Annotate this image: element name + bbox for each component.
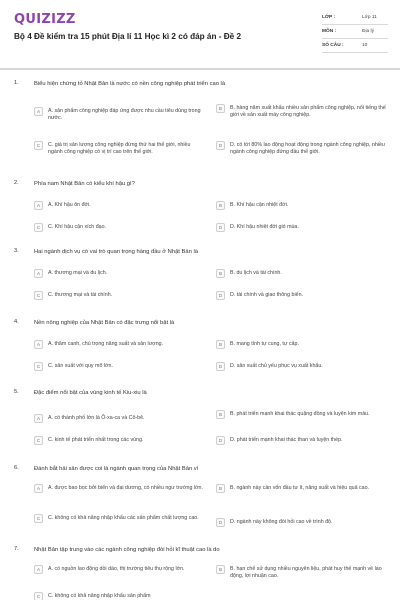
option-c[interactable] <box>34 291 204 300</box>
header <box>0 0 400 66</box>
question-number: 3. <box>14 248 19 254</box>
option-badge: D <box>216 291 225 300</box>
question-7 <box>0 546 400 600</box>
option-badge: C <box>34 436 43 445</box>
meta-label: LỚP : <box>322 15 336 20</box>
meta-value: Địa lý <box>362 29 374 34</box>
document-title: Bộ 4 Đề kiểm tra 15 phút Địa lí 11 Học kì 2 có đáp án - Đề 2 <box>14 32 242 41</box>
meta-row-subject <box>322 25 388 39</box>
option-b[interactable] <box>216 340 386 349</box>
option-text: D. tài chính và giao thông biển. <box>230 292 304 298</box>
option-a[interactable] <box>34 565 204 574</box>
option-b[interactable] <box>216 484 386 493</box>
option-text: C. kinh tế phát triển nhất trong các vùng. <box>48 437 144 443</box>
option-a[interactable] <box>34 484 204 493</box>
option-b[interactable] <box>216 269 386 278</box>
quizizz-logo: QUIZIZZ <box>14 12 76 27</box>
option-text: C. không có khả năng nhập khẩu sản phẩm <box>48 593 151 599</box>
option-text: C. không có khả năng nhập khẩu các sản phẩm chất lượng cao. <box>48 515 199 521</box>
option-a[interactable] <box>34 107 204 123</box>
option-d[interactable] <box>216 141 386 157</box>
option-text: B. Khí hậu cận nhiệt đới. <box>230 202 289 208</box>
option-d[interactable] <box>216 362 386 371</box>
option-text: D. ngành này không đòi hỏi cao về trình độ. <box>230 519 333 525</box>
option-a[interactable] <box>34 340 204 349</box>
question-text: Đánh bắt hải sản được coi là ngành quan trọng của Nhật Bản vì <box>34 466 199 472</box>
option-c[interactable] <box>34 436 204 445</box>
option-badge: C <box>34 223 43 232</box>
option-badge: B <box>216 565 225 574</box>
option-text: B. ngành này cần vốn đầu tư ít, năng suất và hiệu quả cao. <box>230 485 370 491</box>
option-c[interactable] <box>34 223 204 232</box>
meta-label: SỐ CÂU : <box>322 43 344 48</box>
question-text: Nền nông nghiệp của Nhật Bản có đặc trưng nổi bật là <box>34 320 175 326</box>
question-text: Hai ngành dịch vụ có vai trò quan trọng hàng đầu ở Nhật Bản là <box>34 249 198 255</box>
meta-row-count <box>322 39 388 53</box>
option-text: B. phát triển mạnh khai thác quặng đồng và luyện kim màu. <box>230 411 370 417</box>
option-badge: C <box>34 362 43 371</box>
option-text: D. có tới 80% lao động hoạt động trong ngành công nghiệp, nhiều ngành công nghiệp đứng đầu thế giới. <box>230 142 385 156</box>
option-badge: B <box>216 410 225 419</box>
option-badge: D <box>216 362 225 371</box>
question-number: 1. <box>14 80 19 86</box>
option-badge: B <box>216 269 225 278</box>
question-text: Nhật Bản tập trung vào các ngành công nghiệp đòi hỏi kĩ thuật cao là do <box>34 547 220 553</box>
option-c[interactable] <box>34 362 204 371</box>
option-badge: C <box>34 592 43 600</box>
option-d[interactable] <box>216 223 386 232</box>
question-1 <box>0 80 400 180</box>
option-badge: D <box>216 223 225 232</box>
option-badge: C <box>34 291 43 300</box>
option-text: D. Khí hậu nhiệt đới gió mùa. <box>230 224 299 230</box>
option-badge: A <box>34 484 43 493</box>
question-number: 4. <box>14 319 19 325</box>
option-badge: B <box>216 340 225 349</box>
option-text: A. thương mại và du lịch. <box>48 270 108 276</box>
option-badge: A <box>34 414 43 423</box>
option-c[interactable] <box>34 592 204 600</box>
option-text: A. thâm canh, chú trọng năng suất và sản lượng. <box>48 341 164 347</box>
question-number: 5. <box>14 389 19 395</box>
question-3 <box>0 248 400 308</box>
option-text: A. sản phẩm công nghiệp đáp ứng được nhu cầu tiêu dùng trong nước. <box>48 108 201 122</box>
option-badge: D <box>216 518 225 527</box>
question-5 <box>0 389 400 459</box>
question-6 <box>0 465 400 545</box>
option-badge: A <box>34 340 43 349</box>
option-badge: D <box>216 141 225 150</box>
meta-value: 10 <box>362 43 368 48</box>
option-a[interactable] <box>34 201 204 210</box>
option-badge: C <box>34 514 43 523</box>
meta-info <box>322 11 388 53</box>
option-text: C. Khí hậu cận xích đạo. <box>48 224 107 230</box>
header-divider <box>0 68 400 70</box>
option-d[interactable] <box>216 436 386 445</box>
option-text: A. Khí hậu ôn đới. <box>48 202 91 208</box>
question-text: Phía nam Nhật Bản có kiểu khí hậu gì? <box>34 181 135 187</box>
meta-row-class <box>322 11 388 25</box>
option-b[interactable] <box>216 565 386 581</box>
option-a[interactable] <box>34 414 204 423</box>
option-text: B. hàng năm xuất khẩu nhiều sản phẩm công nghiệp, nổi tiếng thế giới về sản xuất máy công nghiệp. <box>230 105 386 119</box>
option-badge: C <box>34 141 43 150</box>
option-c[interactable] <box>34 514 204 523</box>
option-c[interactable] <box>34 141 204 157</box>
option-text: C. thương mại và tài chính. <box>48 292 113 298</box>
option-b[interactable] <box>216 201 386 210</box>
meta-label: MÔN : <box>322 29 337 34</box>
option-text: A. được bao bọc bởi biển và đại dương, có nhiều ngư trường lớn. <box>48 485 203 491</box>
question-4 <box>0 319 400 379</box>
option-text: D. phát triển mạnh khai thác than và luyện thép. <box>230 437 343 443</box>
option-text: D. sản xuất chủ yếu phục vụ xuất khẩu. <box>230 363 323 369</box>
option-b[interactable] <box>216 104 386 120</box>
question-text: Đặc điểm nổi bật của vùng kinh tế Kiu-xiu là <box>34 390 147 396</box>
option-text: B. du lịch và tài chính. <box>230 270 282 276</box>
question-2 <box>0 180 400 240</box>
option-badge: A <box>34 565 43 574</box>
option-b[interactable] <box>216 410 386 419</box>
option-badge: B <box>216 201 225 210</box>
option-badge: D <box>216 436 225 445</box>
question-number: 2. <box>14 180 19 186</box>
option-text: C. sản xuất với quy mô lớn. <box>48 363 113 369</box>
question-text: Biểu hiện chứng tỏ Nhật Bản là nước có nền công nghiệp phát triển cao là <box>34 81 226 87</box>
option-badge: A <box>34 107 43 116</box>
option-badge: B <box>216 104 225 113</box>
option-text: A. có thành phố lớn là Ô-xa-ca và Cô-bê. <box>48 415 145 421</box>
question-number: 6. <box>14 465 19 471</box>
option-text: C. giá trị sản lượng công nghiệp đứng thứ hai thế giới, nhiều ngành công nghiệp có vị trí cao trên thế giới. <box>48 142 191 156</box>
option-a[interactable] <box>34 269 204 278</box>
option-badge: A <box>34 269 43 278</box>
question-number: 7. <box>14 546 19 552</box>
meta-value: Lớp 11 <box>362 15 377 20</box>
option-d[interactable] <box>216 291 386 300</box>
option-badge: B <box>216 484 225 493</box>
option-d[interactable] <box>216 518 386 527</box>
option-badge: A <box>34 201 43 210</box>
option-text: B. mang tính tự cung, tự cấp. <box>230 341 299 347</box>
option-text: A. có nguồn lao động dồi dào, thị trường tiêu thụ rộng lớn. <box>48 566 185 572</box>
option-text: B. hạn chế sử dụng nhiều nguyên liệu, phát huy thế mạnh về lao động, lợi nhuận cao. <box>230 566 382 580</box>
